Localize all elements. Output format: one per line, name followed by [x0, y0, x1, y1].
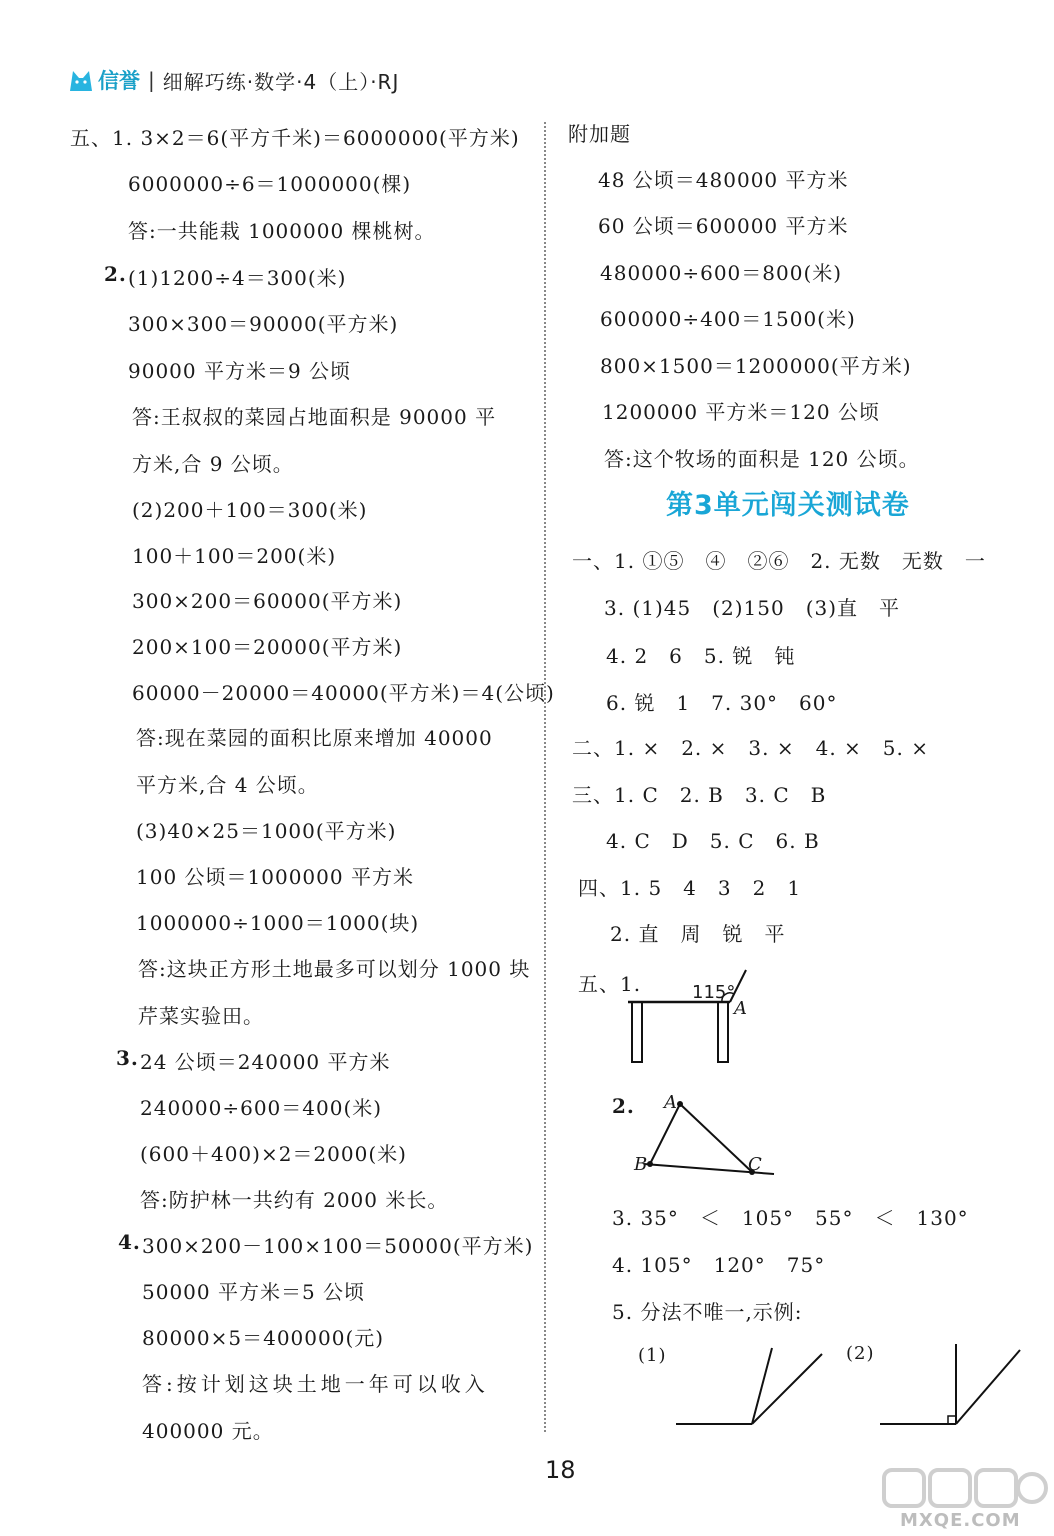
- answer-line: 400000 元。: [142, 1419, 274, 1443]
- answer-line: 800×1500＝1200000(平方米): [600, 354, 912, 378]
- answer-line: 4. 105° 120° 75°: [612, 1253, 826, 1277]
- sub-label: (1): [638, 1345, 667, 1366]
- column-divider: [544, 122, 546, 1432]
- answer-line: 答:这块正方形土地最多可以划分 1000 块: [138, 957, 531, 981]
- answer-line: 三、1. C 2. B 3. C B: [572, 783, 827, 807]
- answer-line: 2. 直 周 锐 平: [610, 922, 786, 946]
- answer-line: 300×300＝90000(平方米): [128, 312, 399, 336]
- answer-line: 60 公顷＝600000 平方米: [598, 214, 849, 238]
- figure-label-point: A: [734, 998, 748, 1019]
- answer-line: 平方米,合 4 公顷。: [136, 773, 319, 797]
- answer-line: 240000÷600＝400(米): [140, 1096, 383, 1120]
- brand-name: 信誉: [98, 68, 140, 93]
- answer-line: 60000－20000＝40000(平方米)＝4(公顷): [132, 681, 555, 705]
- angle-division-figures: [670, 1340, 1030, 1440]
- answer-line: 1200000 平方米＝120 公顷: [602, 400, 880, 424]
- answer-line: (3)40×25＝1000(平方米): [136, 819, 397, 843]
- answer-line: 芹菜实验田。: [138, 1004, 264, 1028]
- answer-line: 4. C D 5. C 6. B: [606, 829, 820, 853]
- answer-line: 48 公顷＝480000 平方米: [598, 168, 849, 192]
- answer-line: 五、1. 3×2＝6(平方千米)＝6000000(平方米): [70, 126, 520, 150]
- answer-line: 90000 平方米＝9 公顷: [128, 359, 352, 383]
- book-title: 细解巧练·数学·4（上）·RJ: [162, 69, 400, 94]
- answer-line: 答:现在菜园的面积比原来增加 40000: [136, 726, 493, 750]
- answer-line: 6000000÷6＝1000000(棵): [128, 172, 412, 196]
- answer-line: 100＋100＝200(米): [132, 544, 337, 568]
- section-heading: 附加题: [568, 122, 631, 146]
- question-number: 4.: [118, 1230, 141, 1254]
- watermark-text: MXQE.COM: [900, 1510, 1021, 1531]
- answer-line: 300×200－100×100＝50000(平方米): [142, 1234, 534, 1258]
- triangle-vertex-c: C: [748, 1154, 763, 1175]
- answer-line: 1000000÷1000＝1000(块): [136, 911, 420, 935]
- question-number: 2.: [612, 1094, 635, 1118]
- answer-line: 200×100＝20000(平方米): [132, 635, 403, 659]
- answer-line: 24 公顷＝240000 平方米: [140, 1050, 391, 1074]
- answer-line: (1)1200÷4＝300(米): [128, 266, 347, 290]
- sub-label: (2): [846, 1343, 875, 1364]
- answer-line: 5. 分法不唯一,示例:: [612, 1300, 803, 1324]
- answer-line: (2)200＋100＝300(米): [132, 498, 368, 522]
- unit-test-title: 第3单元闯关测试卷: [666, 490, 910, 521]
- answer-line: 二、1. × 2. × 3. × 4. × 5. ×: [572, 736, 929, 760]
- answer-line: 四、1. 5 4 3 2 1: [578, 876, 802, 900]
- answer-line: 100 公顷＝1000000 平方米: [136, 865, 414, 889]
- answer-line: 答:按计划这块土地一年可以收入: [142, 1372, 489, 1396]
- question-number: 3.: [116, 1046, 139, 1070]
- answer-line: 300×200＝60000(平方米): [132, 589, 403, 613]
- answer-line: 80000×5＝400000(元): [142, 1326, 385, 1350]
- page-number: 18: [545, 1456, 576, 1484]
- answer-line: 一、1. ①⑤ ④ ②⑥ 2. 无数 无数 一: [572, 549, 986, 573]
- answer-line: 方米,合 9 公顷。: [132, 452, 294, 476]
- answer-line: 答:防护林一共约有 2000 米长。: [140, 1188, 449, 1212]
- answer-line: 答:一共能栽 1000000 棵桃树。: [128, 219, 436, 243]
- answer-line: 答:王叔叔的菜园占地面积是 90000 平: [132, 405, 497, 429]
- triangle-vertex-b: B: [634, 1154, 649, 1175]
- question-number: 2.: [104, 262, 127, 286]
- answer-line: 答:这个牧场的面积是 120 公顷。: [604, 447, 920, 471]
- answer-line: 五、1.: [578, 972, 642, 996]
- answer-line: 3. 35° ＜ 105° 55° ＜ 130°: [612, 1206, 969, 1230]
- cat-logo-icon: [68, 67, 94, 93]
- header-separator: |: [148, 68, 155, 92]
- brand-logo: [68, 65, 140, 95]
- answer-line: 4. 2 6 5. 锐 钝: [606, 644, 796, 668]
- answer-line: (600＋400)×2＝2000(米): [140, 1142, 407, 1166]
- answer-line: 600000÷400＝1500(米): [600, 307, 856, 331]
- answer-line: 480000÷600＝800(米): [600, 261, 843, 285]
- answer-line: 50000 平方米＝5 公顷: [142, 1280, 366, 1304]
- answer-line: 6. 锐 1 7. 30° 60°: [606, 691, 838, 715]
- page-header: [68, 62, 399, 98]
- triangle-vertex-a: A: [664, 1092, 678, 1113]
- figure-label-angle: 115°: [692, 982, 736, 1003]
- answer-line: 3. (1)45 (2)150 (3)直 平: [604, 596, 901, 620]
